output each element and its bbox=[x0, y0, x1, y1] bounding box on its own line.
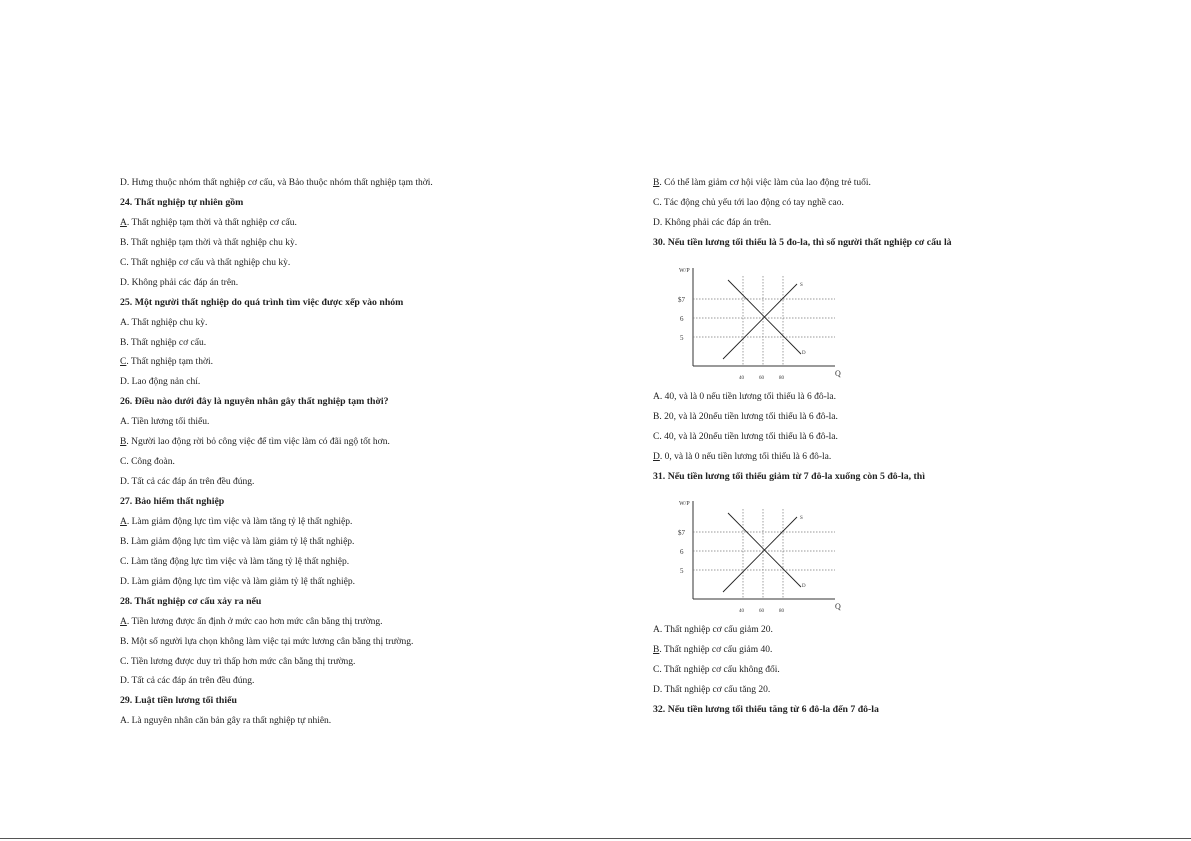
answer-28a bbox=[120, 617, 620, 627]
answer-26a: A. Tiền lương tối thiểu. bbox=[120, 417, 210, 428]
answer-31d: D. Thất nghiệp cơ cấu tăng 20. bbox=[653, 685, 771, 696]
x-tick-80: 80 bbox=[779, 609, 784, 615]
y-tick-7: $7 bbox=[678, 295, 685, 304]
supply-label: S bbox=[800, 282, 803, 288]
y-tick-6: 6 bbox=[680, 314, 684, 323]
y-tick-5: 5 bbox=[680, 567, 684, 576]
graph-svg bbox=[673, 258, 843, 383]
answer-26d: D. Tất cả các đáp án trên đều đúng. bbox=[120, 477, 255, 488]
answer-28c: C. Tiền lương được duy trì thấp hơn mức cân bằng thị trường. bbox=[120, 656, 356, 667]
supply-label: S bbox=[800, 516, 803, 522]
answer-28b: B. Một số người lựa chọn không làm việc tại mức lương cân bằng thị trường. bbox=[120, 636, 414, 647]
left-column bbox=[120, 178, 620, 736]
answer-29b bbox=[653, 178, 1173, 188]
answer-31a: A. Thất nghiệp cơ cấu giảm 20. bbox=[653, 625, 773, 636]
labor-market-graph-2 bbox=[673, 491, 843, 616]
answer-31b bbox=[653, 645, 1173, 655]
answer-30d bbox=[653, 452, 1173, 462]
question-29: 29. Luật tiền lương tối thiểu bbox=[120, 695, 237, 707]
answer-text: . Làm giảm động lực tìm việc và làm tăng tỷ lệ thất nghiệp. bbox=[126, 516, 353, 527]
answer-text: . Có thể làm giảm cơ hội việc làm của lao động trẻ tuổi. bbox=[659, 178, 871, 188]
answer-30c: C. 40, và là 20nếu tiền lương tối thiểu là 6 đô-la. bbox=[653, 431, 838, 442]
answer-text: . Tiền lương được ấn định ở mức cao hơn mức cân bằng thị trường. bbox=[126, 616, 383, 627]
answer-27a bbox=[120, 517, 620, 527]
demand-label: D bbox=[802, 584, 806, 590]
demand-label: D bbox=[802, 350, 806, 356]
answer-24c: C. Thất nghiệp cơ cấu và thất nghiệp chu kỳ. bbox=[120, 257, 291, 268]
supply-curve bbox=[723, 284, 797, 359]
correct-letter: D bbox=[653, 451, 660, 462]
answer-24a bbox=[120, 218, 620, 228]
answer-25b: B. Thất nghiệp cơ cấu. bbox=[120, 337, 207, 348]
graph-svg bbox=[673, 491, 843, 616]
labor-market-graph-1 bbox=[673, 258, 843, 383]
y-axis-label: W/P bbox=[679, 501, 690, 508]
question-25: 25. Một người thất nghiệp do quá trình tìm việc được xếp vào nhóm bbox=[120, 296, 404, 308]
answer-27d: D. Làm giảm động lực tìm việc và làm giảm tỷ lệ thất nghiệp. bbox=[120, 576, 355, 587]
x-tick-60: 60 bbox=[759, 609, 764, 615]
answer-29a: A. Là nguyên nhân căn bản gây ra thất nghiệp tự nhiên. bbox=[120, 716, 332, 727]
answer-text: . Thất nghiệp tạm thời và thất nghiệp cơ cấu. bbox=[126, 217, 297, 228]
correct-letter: A bbox=[120, 516, 127, 527]
correct-letter: B bbox=[120, 437, 127, 448]
x-axis-label: Q bbox=[835, 602, 841, 612]
question-28: 28. Thất nghiệp cơ cấu xảy ra nếu bbox=[120, 595, 262, 607]
correct-letter: C bbox=[120, 357, 127, 368]
question-27: 27. Bảo hiểm thất nghiệp bbox=[120, 496, 225, 507]
supply-curve bbox=[723, 517, 797, 592]
question-31: 31. Nếu tiền lương tối thiểu giảm từ 7 đô-la xuống còn 5 đô-la, thì bbox=[653, 470, 925, 482]
answer-29c: C. Tác động chủ yếu tới lao động có tay nghề cao. bbox=[653, 197, 844, 208]
answer-28d: D. Tất cả các đáp án trên đều đúng. bbox=[120, 676, 255, 687]
answer-29d: D. Không phải các đáp án trên. bbox=[653, 217, 772, 228]
answer-30b: B. 20, và là 20nếu tiền lương tối thiểu là 6 đô-la. bbox=[653, 411, 838, 422]
answer-27b: B. Làm giảm động lực tìm việc và làm giảm tỷ lệ thất nghiệp. bbox=[120, 536, 355, 547]
question-32: 32. Nếu tiền lương tối thiểu tăng từ 6 đô-la đến 7 đô-la bbox=[653, 704, 879, 716]
answer-25c bbox=[120, 357, 620, 367]
answer-31c: C. Thất nghiệp cơ cấu không đổi. bbox=[653, 665, 780, 676]
question-24: 24. Thất nghiệp tự nhiên gồm bbox=[120, 196, 244, 208]
correct-letter: A bbox=[120, 217, 127, 228]
question-30: 30. Nếu tiền lương tối thiểu là 5 đo-la, thì số người thất nghiệp cơ cấu là bbox=[653, 236, 952, 248]
x-tick-40: 40 bbox=[739, 609, 744, 615]
correct-letter: B bbox=[653, 178, 660, 188]
x-tick-60: 60 bbox=[759, 375, 764, 381]
answer-25d: D. Lao động nản chí. bbox=[120, 377, 201, 388]
answer-27c: C. Làm tăng động lực tìm việc và làm tăng tỷ lệ thất nghiệp. bbox=[120, 556, 350, 567]
page-bottom-rule bbox=[0, 838, 1191, 839]
correct-letter: B bbox=[653, 645, 660, 656]
answer-30a: A. 40, và là 0 nếu tiền lương tối thiểu là 6 đô-la. bbox=[653, 391, 836, 402]
answer-25a: A. Thất nghiệp chu kỳ. bbox=[120, 317, 208, 328]
answer-line: D. Hưng thuộc nhóm thất nghiệp cơ cấu, và Bảo thuộc nhóm thất nghiệp tạm thời. bbox=[120, 178, 433, 188]
y-tick-6: 6 bbox=[680, 548, 684, 557]
answer-text: . 0, và là 0 nếu tiền lương tối thiểu là 6 đô-la. bbox=[659, 451, 832, 462]
answer-text: . Thất nghiệp cơ cấu giảm 40. bbox=[659, 645, 773, 656]
answer-26c: C. Công đoàn. bbox=[120, 457, 175, 468]
x-axis-label: Q bbox=[835, 368, 841, 378]
correct-letter: A bbox=[120, 616, 127, 627]
right-column bbox=[653, 178, 1173, 725]
answer-24d: D. Không phải các đáp án trên. bbox=[120, 277, 239, 288]
x-tick-80: 80 bbox=[779, 375, 784, 381]
y-axis-label: W/P bbox=[679, 267, 690, 274]
question-26: 26. Điều nào dưới đây là nguyên nhân gây thất nghiệp tạm thời? bbox=[120, 396, 389, 408]
answer-26b bbox=[120, 437, 620, 447]
x-tick-40: 40 bbox=[739, 375, 744, 381]
answer-text: . Thất nghiệp tạm thời. bbox=[126, 357, 213, 368]
y-tick-5: 5 bbox=[680, 333, 684, 342]
answer-text: . Người lao động rời bỏ công việc để tìm việc làm có đãi ngộ tốt hơn. bbox=[126, 437, 390, 448]
y-tick-7: $7 bbox=[678, 529, 685, 538]
answer-24b: B. Thất nghiệp tạm thời và thất nghiệp chu kỳ. bbox=[120, 237, 298, 248]
